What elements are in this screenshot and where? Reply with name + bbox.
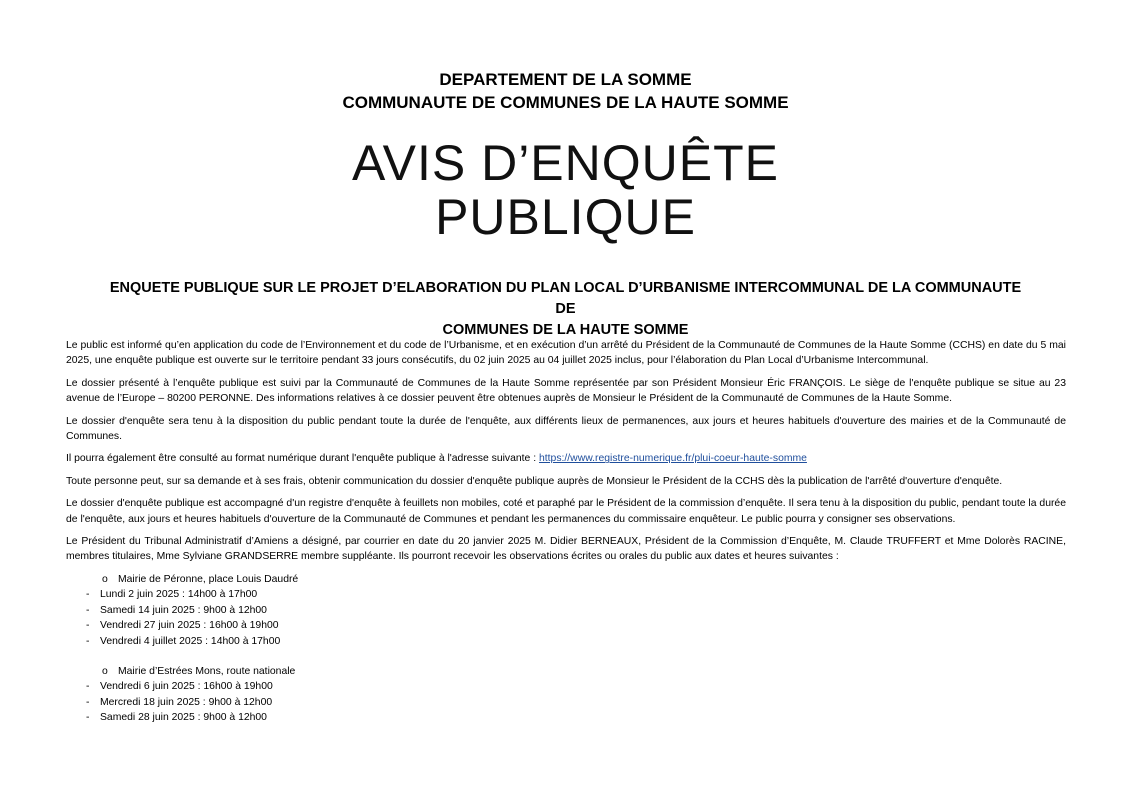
permanence-group [66, 572, 1066, 649]
paragraph-intro: Le public est informé qu’en application du code de l’Environnement et du code de l’Urbanisme, et en exécution d’un arrêté du Président de la Communauté de Communes de la Haute Somme (CCHS) en date du 5 mai 2025, une enquête publique est ouverte sur le territoire pendant 33 jours consécutifs, du 02 juin 2025 au 04 juillet 2025 inclus, pour l’élaboration du Plan Local d’Urbanisme Intercommunal. [66, 340, 1066, 367]
notice-body [66, 338, 1066, 726]
dash-bullet-icon: - [86, 589, 90, 601]
header-community: COMMUNAUTE DE COMMUNES DE LA HAUTE SOMME [342, 93, 789, 112]
paragraph-digital-text: Il pourra également être consulté au format numérique durant l'enquête publique à l'adresse suivante : [66, 453, 539, 465]
dash-bullet-icon: - [86, 635, 90, 647]
slot-label: Vendredi 4 juillet 2025 : 14h00 à 17h00 [100, 635, 281, 647]
paragraph-digital [66, 451, 1066, 466]
circle-bullet-icon: o [102, 665, 108, 677]
permanence-slot [66, 695, 1066, 710]
subtitle-line-2: COMMUNES DE LA HAUTE SOMME [442, 322, 689, 338]
slot-label: Samedi 28 juin 2025 : 9h00 à 12h00 [100, 712, 267, 724]
paragraph-commission: Le Président du Tribunal Administratif d’Amiens a désigné, par courrier en date du 20 janvier 2025 M. Didier BERNEAUX, Président de la Commission d’Enquête, M. Claude TRUFFERT et Mme Dolorès RACINE, membres titulaires, Mme Sylviane GRANDSERRE membre suppléante. Ils pourront recevoir les observations écrites ou orales du public aux dates et heures suivantes : [66, 536, 1066, 563]
dash-bullet-icon: - [86, 696, 90, 708]
slot-label: Mercredi 18 juin 2025 : 9h00 à 12h00 [100, 696, 273, 708]
dash-bullet-icon: - [86, 604, 90, 616]
notice-subtitle [100, 278, 1031, 341]
dash-bullet-icon: - [86, 712, 90, 724]
notice-title [0, 136, 1131, 244]
circle-bullet-icon: o [102, 573, 108, 585]
slot-label: Samedi 14 juin 2025 : 9h00 à 12h00 [100, 604, 267, 616]
permanence-slot [66, 679, 1066, 694]
permanence-slot [66, 603, 1066, 618]
paragraph-communication: Toute personne peut, sur sa demande et à ses frais, obtenir communication du dossier d'enquête publique auprès de Monsieur le Président de la CCHS dès la publication de l'arrêté d'ouverture d'enquête. [66, 475, 1003, 487]
location-label: Mairie d’Estrées Mons, route nationale [118, 665, 296, 677]
registry-link[interactable]: https://www.registre-numerique.fr/plui-coeur-haute-somme [539, 453, 807, 465]
permanence-location [66, 572, 1066, 587]
slot-label: Lundi 2 juin 2025 : 14h00 à 17h00 [100, 589, 258, 601]
permanence-slot [66, 618, 1066, 633]
slot-label: Vendredi 6 juin 2025 : 16h00 à 19h00 [100, 681, 273, 693]
dash-bullet-icon: - [86, 620, 90, 632]
permanences-list [66, 572, 1066, 726]
title-line-2: PUBLIQUE [435, 189, 696, 245]
header-department: DEPARTEMENT DE LA SOMME [439, 70, 692, 89]
dash-bullet-icon: - [86, 681, 90, 693]
subtitle-line-1: ENQUETE PUBLIQUE SUR LE PROJET D’ELABORATION DU PLAN LOCAL D’URBANISME INTERCOMMUNAL DE LA COMMUNAUTE DE [109, 280, 1022, 317]
document-header [0, 68, 1131, 114]
permanence-slot [66, 634, 1066, 649]
paragraph-registre: Le dossier d'enquête publique est accompagné d'un registre d'enquête à feuillets non mobiles, coté et paraphé par le Président de la commission d’enquête. Il sera tenu à la disposition du public, pendant toute la durée de l'enquête, aux jours et heures habituels d'ouverture de la Communauté de Communes et pendant les permanences du commissaire enquêteur. Le public pourra y consigner ses observations. [66, 498, 1066, 525]
paragraph-dossier: Le dossier présenté à l’enquête publique est suivi par la Communauté de Communes de la Haute Somme représentée par son Président Monsieur Éric FRANÇOIS. Le siège de l'enquête publique se situe au 23 avenue de l’Europe – 80200 PERONNE. Des informations relatives à ce dossier peuvent être obtenues auprès de Monsieur le Président de la Communauté de Communes de la Haute Somme. [66, 377, 1066, 405]
slot-label: Vendredi 27 juin 2025 : 16h00 à 19h00 [100, 620, 279, 632]
location-label: Mairie de Péronne, place Louis Daudré [118, 573, 299, 585]
spacer [66, 649, 1066, 664]
paragraph-disposition: Le dossier d'enquête sera tenu à la disposition du public pendant toute la durée de l'enquête, aux différents lieux de permanences, aux jours et heures habituels d'ouverture des mairies et de la Communauté de Communes. [66, 415, 1066, 443]
permanence-location [66, 664, 1066, 679]
title-line-1: AVIS D’ENQUÊTE [351, 135, 780, 191]
permanence-slot [66, 710, 1066, 725]
permanence-slot [66, 587, 1066, 602]
permanence-group [66, 664, 1066, 726]
